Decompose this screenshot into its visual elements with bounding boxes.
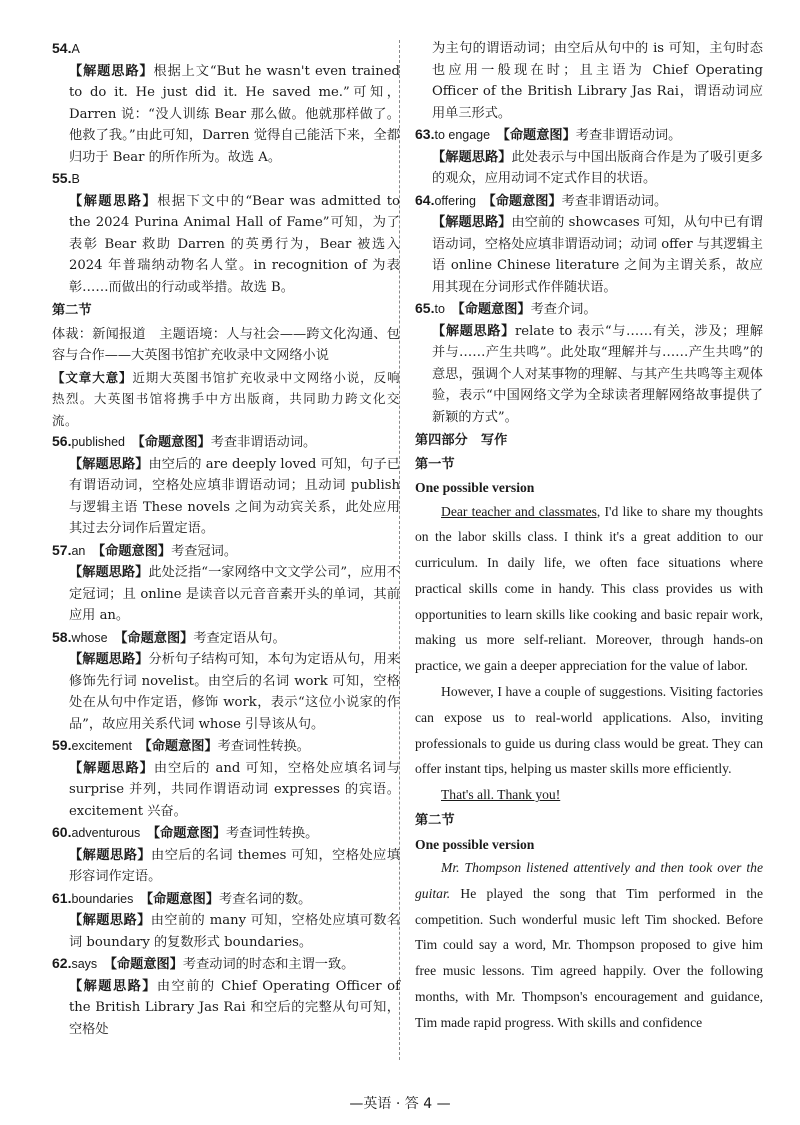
essay-paragraph: He played the song that Tim performed in the competition. Such wonderful music left Tim shocked. Before Tim could say a word, Mr. Thompson proposed to give him free music lessons. Tim agreed happily. Over the following months, with Mr. Thompson's encouragement and guidance, Tim made rapid progress. With skills and confidence — [415, 885, 763, 1030]
page-footer: —英语 · 答 4 — — [349, 1096, 451, 1112]
intent-tag: 【命题意图】 — [503, 128, 576, 143]
question-61 — [52, 888, 400, 954]
essay-2 — [415, 855, 763, 1036]
question-63 — [415, 124, 763, 190]
answer: whose — [71, 630, 108, 645]
essay-heading: One possible version — [415, 836, 535, 852]
essay-closing: That's all. Thank you! — [441, 787, 561, 803]
solution-text: 此处泛指“一家网络中文文学公司”，应用不定冠词；且 online 是读音以元音音素开头的单词，其前应用 an。 — [69, 565, 401, 623]
intent-tag: 【命题意图】 — [98, 543, 172, 559]
section-heading: 第二节 — [52, 303, 92, 318]
intent-tag: 【命题意图】 — [489, 193, 562, 209]
question-62-continued: 为主句的谓语动词；由空后从句中的 is 可知，主句时态也应用一般现在时；且主语为 Chief Operating Officer of the British Library Jas Rai，谓语动词应用单三形式。 — [432, 41, 763, 121]
solution-tag: 【解题思路】 — [69, 193, 158, 209]
question-59 — [52, 735, 400, 822]
answer: published — [71, 435, 125, 449]
intent-text: 考查冠词。 — [171, 543, 238, 559]
solution-text: 由空后的 are deeply loved 可知，句子已有谓语动词，空格处应填非谓语动词；且动词 publish 与逻辑主语 These novels 之间为动宾关系，此处应用其过去分词作后置定语。 — [69, 456, 400, 536]
summary-tag: 【文章大意】 — [52, 369, 133, 385]
answer: B — [71, 172, 80, 186]
genre-line: 体裁：新闻报道 主题语境：人与社会——跨文化沟通、包容与合作——大英图书馆扩充收录中文网络小说 — [52, 326, 400, 363]
question-58 — [52, 627, 400, 736]
solution-tag: 【解题思路】 — [69, 63, 154, 79]
solution-text: 此处表示与中国出版商合作是为了吸引更多的观众，应用动词不定式作目的状语。 — [432, 149, 763, 186]
intent-text: 考查动词的时态和主谓一致。 — [182, 957, 355, 972]
question-number: 58. — [52, 628, 72, 645]
solution-text: 由空前的 many 可知，空格处应填可数名词 boundary 的复数形式 boundaries。 — [69, 913, 401, 950]
solution-tag: 【解题思路】 — [432, 215, 512, 230]
essay-lead-sentence: Mr. Thompson listened attentively and then took over the guitar. — [415, 860, 763, 901]
solution-text: 分析句子结构可知，本句为定语从句，用来修饰先行词 novelist。由空后的名词 work 可知，空格处在从句中作定语，修饰 work，表示“这位小说家的作品”，故应用关系代词 whose 引导该从句。 — [69, 652, 400, 732]
solution-tag: 【解题思路】 — [69, 565, 149, 580]
question-number: 59. — [52, 737, 72, 753]
intent-text: 考查非谓语动词。 — [210, 435, 317, 450]
intent-text: 考查词性转换。 — [217, 739, 310, 754]
answer: A — [71, 42, 80, 56]
question-54 — [52, 38, 400, 168]
question-number: 64. — [415, 191, 435, 208]
solution-tag: 【解题思路】 — [69, 978, 157, 994]
answer: to — [434, 302, 445, 316]
intent-tag: 【命题意图】 — [146, 891, 220, 907]
question-number: 54. — [52, 40, 72, 56]
essay-paragraph: I'd like to share my thoughts on the labor skills class. I think it's a great addition to our curriculum. In daily life, we often face situations where practical skills come in handy. This class provides us with opportunities to learn skills like cooking and basic repair work, making us more self-reliant. Moreover, through hands-on practice, we gain a deeper appreciation for the value of labor. — [415, 503, 763, 674]
question-65 — [415, 298, 763, 428]
intent-tag: 【命题意图】 — [458, 302, 531, 317]
solution-tag: 【解题思路】 — [69, 456, 149, 472]
essay-1 — [415, 499, 763, 809]
question-number: 65. — [415, 300, 435, 316]
question-number: 62. — [52, 955, 72, 971]
question-62 — [52, 953, 400, 1040]
answer: an — [71, 543, 86, 558]
intent-tag: 【命题意图】 — [153, 826, 226, 841]
essay-heading: One possible version — [415, 480, 535, 495]
solution-tag: 【解题思路】 — [69, 847, 152, 863]
intent-text: 考查介词。 — [530, 302, 597, 317]
answer: excitement — [71, 739, 132, 753]
solution-text: 根据上文“But he wasn't even trained to do it. He just did it. He saved me.”可知，Darren 说：“没人训练 Bear 那么做。他就那样做了。他救了我。”由此可知，Darren 觉得自己能活下来，全都归功于 Bear 的所作所为。故选 A。 — [69, 63, 401, 165]
intent-text: 考查词性转换。 — [226, 826, 319, 841]
question-number: 57. — [52, 541, 72, 558]
answer: offering — [434, 193, 476, 208]
question-55 — [52, 168, 400, 298]
solution-text: 由空后的名词 themes 可知，空格处应填形容词作定语。 — [69, 847, 401, 884]
question-number: 61. — [52, 889, 72, 906]
question-number: 55. — [52, 170, 72, 186]
section-heading: 第二节 — [415, 813, 455, 829]
solution-text: relate to 表示“与……有关，涉及；理解并与……产生共鸣”。此处取“理解并与……产生共鸣”的意思，强调个人对某事物的理解、与其产生共鸣等主观体验，表示“中国网络文学为全球读者理解网络故事提供了新颖的方式”。 — [432, 323, 764, 425]
intent-tag: 【命题意图】 — [110, 957, 183, 972]
intent-tag: 【命题意图】 — [145, 739, 218, 754]
intent-text: 考查非谓语动词。 — [575, 128, 682, 143]
summary-text: 近期大英图书馆扩充收录中文网络小说，反响热烈。大英图书馆将携手中方出版商，共同助力跨文化交流。 — [52, 369, 400, 428]
solution-tag: 【解题思路】 — [432, 323, 515, 339]
question-60 — [52, 822, 400, 888]
solution-tag: 【解题思路】 — [69, 652, 149, 667]
intent-tag: 【命题意图】 — [138, 435, 211, 450]
question-number: 60. — [52, 824, 72, 840]
solution-tag: 【解题思路】 — [69, 913, 151, 928]
part-heading: 第四部分 写作 — [415, 433, 508, 448]
solution-text: 由空前的 Chief Operating Officer of the British Library Jas Rai 和空后的完整从句可知，空格处 — [69, 978, 400, 1037]
essay-paragraph: However, I have a couple of suggestions. Visiting factories can expose us to real-world applications. Also, inviting professionals to guide us during class would be great. They can offer instant tips, helping us master skills more efficiently. — [415, 684, 763, 777]
answer: adventurous — [71, 826, 141, 840]
question-number: 63. — [415, 126, 435, 142]
essay-greeting: Dear teacher and classmates, — [441, 503, 601, 519]
section-heading: 第一节 — [415, 456, 455, 472]
left-column — [52, 38, 400, 1040]
question-64 — [415, 190, 763, 299]
intent-tag: 【命题意图】 — [120, 630, 194, 646]
intent-text: 考查非谓语动词。 — [561, 193, 668, 209]
question-57 — [52, 540, 400, 627]
intent-text: 考查定语从句。 — [193, 630, 286, 646]
right-column — [415, 38, 763, 1036]
article-summary — [52, 367, 400, 432]
answer: to engage — [434, 128, 491, 142]
solution-tag: 【解题思路】 — [432, 149, 512, 165]
solution-text: 由空后的 and 可知，空格处应填名词与 surprise 并列，共同作谓语动词 expresses 的宾语。excitement 兴奋。 — [69, 760, 401, 819]
intent-text: 考查名词的数。 — [219, 891, 312, 907]
solution-text: 根据下文中的“Bear was admitted to the 2024 Purina Animal Hall of Fame”可知，为了表彰 Bear 救助 Darren 的英勇行为，Bear 被选入 2024 年普瑞纳动物名人堂。in recognition of 为表彰……而做出的行动或举措。故选 B。 — [69, 193, 400, 295]
solution-tag: 【解题思路】 — [69, 760, 154, 776]
question-number: 56. — [52, 433, 72, 449]
solution-text: 由空前的 showcases 可知，从句中已有谓语动词，空格处应填非谓语动词；动词 offer 与其逻辑主语 online Chinese literature 之间为主谓关系，故应用其现在分词形式作伴随状语。 — [432, 215, 763, 295]
answer: boundaries — [71, 891, 134, 906]
question-56 — [52, 431, 400, 540]
answer: says — [71, 957, 98, 971]
